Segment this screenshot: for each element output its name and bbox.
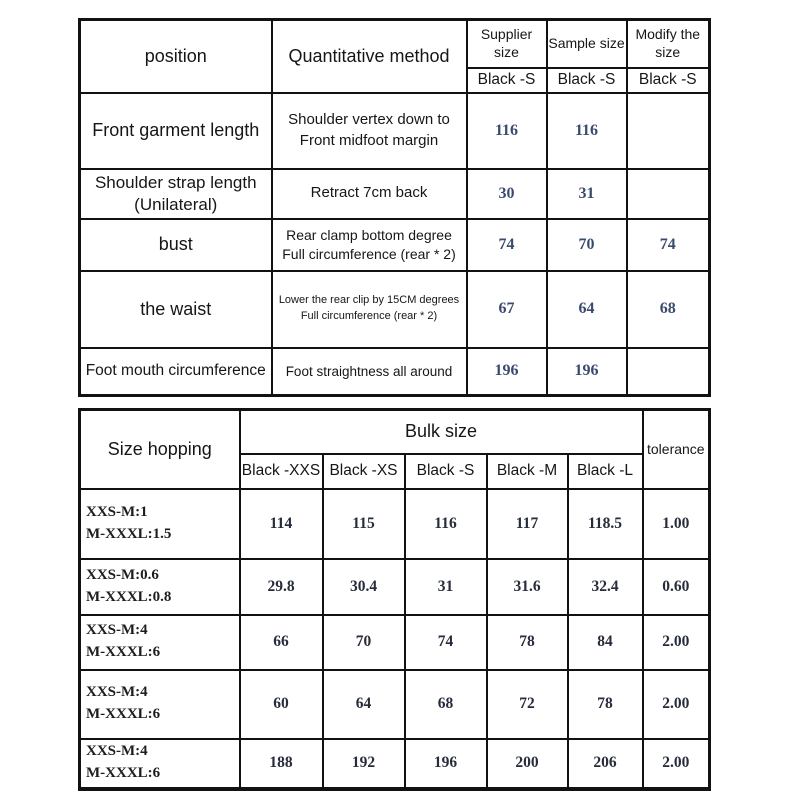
t1-supplier-value: 116 xyxy=(467,93,547,169)
t2-column-black-xxs: Black -XXS xyxy=(240,454,323,489)
t2-value-cell: 84 xyxy=(568,615,643,670)
table-row xyxy=(80,489,710,559)
t1-position-cell: Front garment length xyxy=(80,93,272,169)
t2-tolerance-value: 2.00 xyxy=(643,739,710,789)
t1-header-row xyxy=(80,20,710,68)
method-line-2: Full circumference (rear * 2) xyxy=(300,310,438,322)
t1-supplier-value: 67 xyxy=(467,271,547,348)
hopping-line-2: M-XXXL:6 xyxy=(86,644,161,660)
t1-method-cell xyxy=(272,169,467,219)
t2-tolerance-value: 2.00 xyxy=(643,615,710,670)
t1-modify-value: 74 xyxy=(627,219,710,271)
t2-hopping-label xyxy=(80,615,240,670)
t2-value-cell: 72 xyxy=(487,670,568,739)
t2-hopping-label xyxy=(80,670,240,739)
hopping-line-1: XXS-M:4 xyxy=(86,743,148,760)
t2-value-cell: 31 xyxy=(405,559,487,615)
t2-hopping-label xyxy=(80,559,240,615)
hopping-line-2: M-XXXL:0.8 xyxy=(86,588,172,605)
method-line-1: Retract 7cm back xyxy=(310,184,428,202)
t1-position-cell: Foot mouth circumference xyxy=(80,348,272,396)
t2-value-cell: 78 xyxy=(568,670,643,739)
t2-column-black-s: Black -S xyxy=(405,454,487,489)
t2-value-cell: 29.8 xyxy=(240,559,323,615)
hopping-line-1: XXS-M:4 xyxy=(86,622,148,639)
t1-supplier-value: 196 xyxy=(467,348,547,396)
t2-hopping-label xyxy=(80,739,240,789)
t2-value-cell: 32.4 xyxy=(568,559,643,615)
t2-value-cell: 206 xyxy=(568,739,643,789)
t1-sample-value: 64 xyxy=(547,271,627,348)
hopping-line-1: XXS-M:4 xyxy=(86,684,148,701)
table-row xyxy=(80,169,710,219)
t2-value-cell: 78 xyxy=(487,615,568,670)
t1-supplier-value: 30 xyxy=(467,169,547,219)
t2-header-size-hopping: Size hopping xyxy=(80,410,240,489)
table-row xyxy=(80,348,710,396)
table-row xyxy=(80,615,710,670)
hopping-line-1: XXS-M:0.6 xyxy=(86,566,159,583)
method-line-2: Front midfoot margin xyxy=(299,131,439,149)
t1-subheader-supplier-color: Black -S xyxy=(467,68,547,93)
method-line-2: Full circumference (rear * 2) xyxy=(282,245,456,262)
t1-method-cell xyxy=(272,271,467,348)
t1-subheader-sample-color: Black -S xyxy=(547,68,627,93)
t2-value-cell: 196 xyxy=(405,739,487,789)
table-row xyxy=(80,670,710,739)
t1-sample-value: 70 xyxy=(547,219,627,271)
t2-value-cell: 117 xyxy=(487,489,568,559)
t1-header-supplier-size: Supplier size xyxy=(467,20,547,68)
t2-value-cell: 116 xyxy=(405,489,487,559)
hopping-line-2: M-XXXL:6 xyxy=(86,706,161,722)
measurement-table xyxy=(78,18,711,397)
t2-value-cell: 70 xyxy=(323,615,405,670)
table-row xyxy=(80,271,710,348)
t2-tolerance-value: 1.00 xyxy=(643,489,710,559)
t2-value-cell: 114 xyxy=(240,489,323,559)
t1-modify-value: 68 xyxy=(627,271,710,348)
t2-value-cell: 68 xyxy=(405,670,487,739)
t1-modify-value xyxy=(627,93,710,169)
method-line-1: Shoulder vertex down to xyxy=(288,111,450,129)
t1-header-modify-size: Modify the size xyxy=(627,20,710,68)
t2-tolerance-value: 0.60 xyxy=(643,559,710,615)
t2-value-cell: 64 xyxy=(323,670,405,739)
t1-header-sample-size: Sample size xyxy=(547,20,627,68)
t1-method-cell xyxy=(272,93,467,169)
t1-position-cell: bust xyxy=(80,219,272,271)
t1-position-cell: the waist xyxy=(80,271,272,348)
t1-header-method: Quantitative method xyxy=(272,20,467,93)
t2-value-cell: 66 xyxy=(240,615,323,670)
bulk-size-table xyxy=(78,408,711,791)
t1-method-cell xyxy=(272,348,467,396)
hopping-line-2: M-XXXL:1.5 xyxy=(86,525,172,542)
table-row xyxy=(80,739,710,789)
method-line-1: Foot straightness all around xyxy=(285,363,453,379)
t2-value-cell: 31.6 xyxy=(487,559,568,615)
table-row xyxy=(80,93,710,169)
t1-sample-value: 196 xyxy=(547,348,627,396)
t2-header-row xyxy=(80,410,710,454)
t1-sample-value: 31 xyxy=(547,169,627,219)
t2-column-black-m: Black -M xyxy=(487,454,568,489)
t2-value-cell: 192 xyxy=(323,739,405,789)
t1-modify-value xyxy=(627,348,710,396)
t1-position-cell: Shoulder strap length (Unilateral) xyxy=(80,169,272,219)
t1-method-cell xyxy=(272,219,467,271)
t1-supplier-value: 74 xyxy=(467,219,547,271)
t2-value-cell: 60 xyxy=(240,670,323,739)
t2-value-cell: 188 xyxy=(240,739,323,789)
table-row xyxy=(80,559,710,615)
t2-hopping-label xyxy=(80,489,240,559)
t2-value-cell: 30.4 xyxy=(323,559,405,615)
t2-header-bulk-size: Bulk size xyxy=(240,410,643,454)
t1-modify-value xyxy=(627,169,710,219)
t2-column-black-xs: Black -XS xyxy=(323,454,405,489)
t2-value-cell: 115 xyxy=(323,489,405,559)
method-line-1: Lower the rear clip by 15CM degrees xyxy=(278,294,460,307)
t2-value-cell: 74 xyxy=(405,615,487,670)
t2-header-tolerance: tolerance xyxy=(643,410,710,489)
method-line-1: Rear clamp bottom degree xyxy=(286,226,452,243)
hopping-line-2: M-XXXL:6 xyxy=(86,765,161,781)
t2-value-cell: 118.5 xyxy=(568,489,643,559)
hopping-line-1: XXS-M:1 xyxy=(86,503,148,520)
t2-column-black-l: Black -L xyxy=(568,454,643,489)
t1-sample-value: 116 xyxy=(547,93,627,169)
table-row xyxy=(80,219,710,271)
t2-tolerance-value: 2.00 xyxy=(643,670,710,739)
t1-subheader-modify-color: Black -S xyxy=(627,68,710,93)
t2-value-cell: 200 xyxy=(487,739,568,789)
t1-header-position: position xyxy=(80,20,272,93)
